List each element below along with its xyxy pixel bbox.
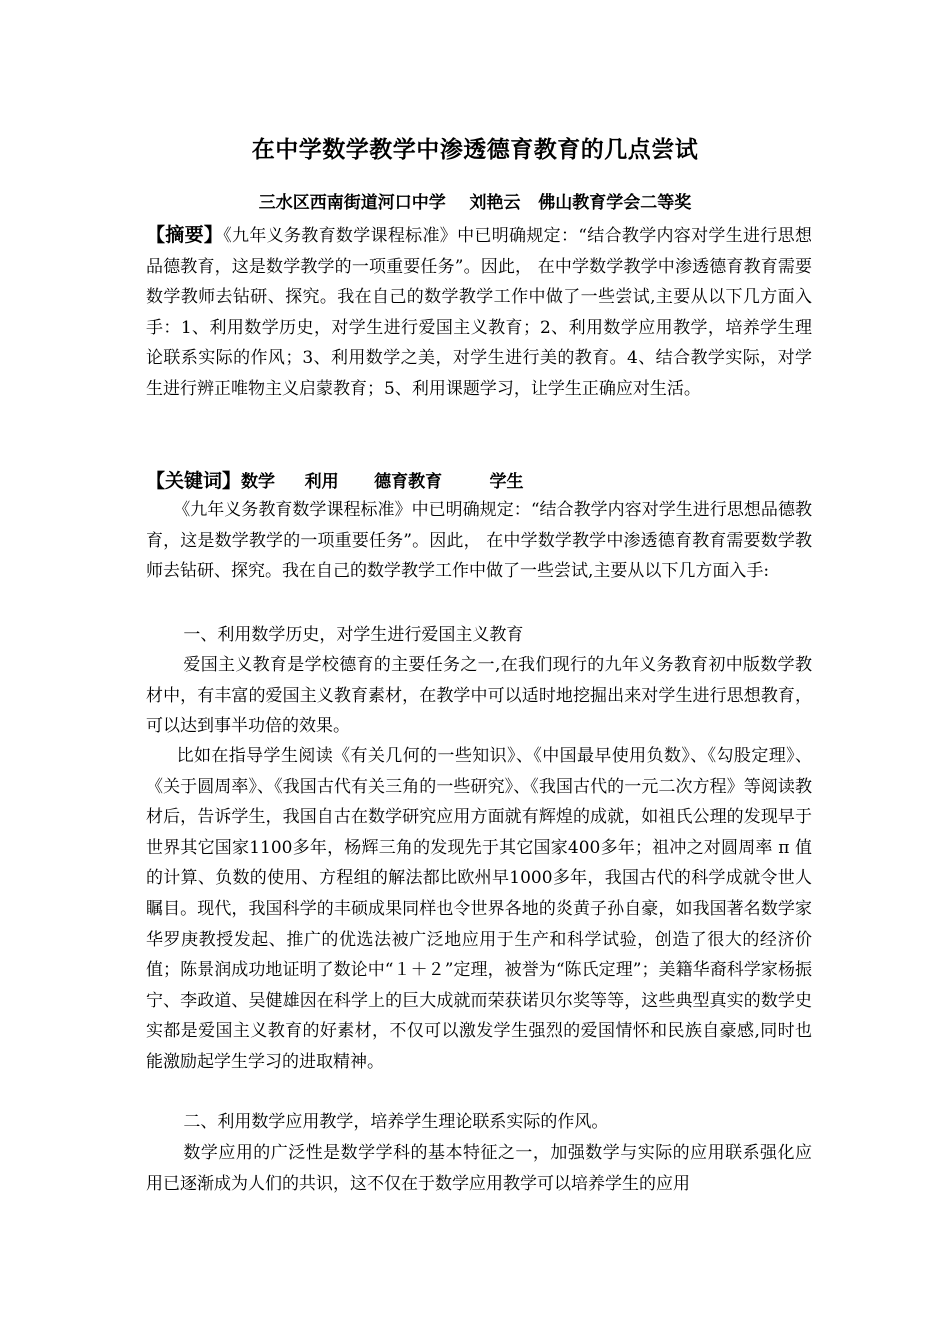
section-heading-2: 二、利用数学应用教学，培养学生理论联系实际的作风。: [183, 1112, 609, 1132]
keywords-label: 【关键词】: [146, 470, 242, 492]
document-title: 在中学数学教学中渗透德育教育的几点尝试: [251, 137, 699, 163]
author-byline: 三水区西南街道河口中学 刘艳云 佛山教育学会二等奖: [258, 193, 692, 213]
keywords-line: [146, 466, 812, 498]
examples-paragraph: 比如在指导学生阅读《有关几何的一些知识》、《中国最早使用负数》、《勾股定理》、《关于圆周率》、《我国古代有关三角的一些研究》、《我国古代的一元二次方程》等阅读教材后，告诉学生，我国自古在数学研究应用方面就有辉煌的成就，如祖氏公理的发现早于世界其它国家1100多年，杨辉三角的发现先于其它国家400多年；祖冲之对圆周率 π 值的计算、负数的使用、方程组的解法都比欧州早1000多年，我国古代的科学成就令世人瞩目。现代，我国科学的丰硕成果同样也令世界各地的炎黄子孙自豪，如我国著名数学家华罗庚教授发起、推广的优选法被广泛地应用于生产和科学试验，创造了很大的经济价值；陈景润成功地证明了数论中“１＋２”定理，被誉为“陈氏定理”；美籍华裔科学家杨振宁、李政道、吴健雄因在科学上的巨大成就而荣获诺贝尔奖等等，这些典型真实的数学史实都是爱国主义教育的好素材，不仅可以激发学生强烈的爱国情怀和民族自豪感,同时也能激励起学生学习的进取精神。: [146, 746, 812, 1072]
keywords-text: 数学 利用 德育教育 学生: [241, 472, 524, 492]
abstract-paragraph: [146, 220, 812, 405]
intro-paragraph: 《九年义务教育数学课程标准》中已明确规定：“结合教学内容对学生进行思想品德教育，这是数学教学的一项重要任务”。因此， 在中学数学教学中渗透德育教育需要数学教师去钻研、探究。我在自己的数学教学工作中做了一些尝试,主要从以下几方面入手:: [146, 500, 812, 582]
abstract-label: 【摘要】: [146, 224, 224, 246]
section-heading-1: 一、利用数学历史，对学生进行爱国主义教育: [183, 625, 524, 645]
abstract-text: 《九年义务教育数学课程标准》中已明确规定：“结合教学内容对学生进行思想品德教育，这是数学教学的一项重要任务”。因此， 在中学数学教学中渗透德育教育需要数学教师去钻研、探究。我在自己的数学教学工作中做了一些尝试,主要从以下几方面入手：1、利用数学历史，对学生进行爱国主义教育；2、利用数学应用教学，培养学生理论联系实际的作风；3、利用数学之美，对学生进行美的教育。4、结合教学实际，对学生进行辨正唯物主义启蒙教育；5、利用课题学习，让学生正确应对生活。: [146, 226, 812, 399]
patriotism-paragraph: 爱国主义教育是学校德育的主要任务之一,在我们现行的九年义务教育初中版数学教材中，有丰富的爱国主义教育素材，在教学中可以适时地挖掘出来对学生进行思想教育，可以达到事半功倍的效果。: [146, 655, 812, 737]
application-paragraph: 数学应用的广泛性是数学学科的基本特征之一，加强数学与实际的应用联系强化应用已逐渐成为人们的共识，这不仅在于数学应用教学可以培养学生的应用: [146, 1143, 812, 1194]
